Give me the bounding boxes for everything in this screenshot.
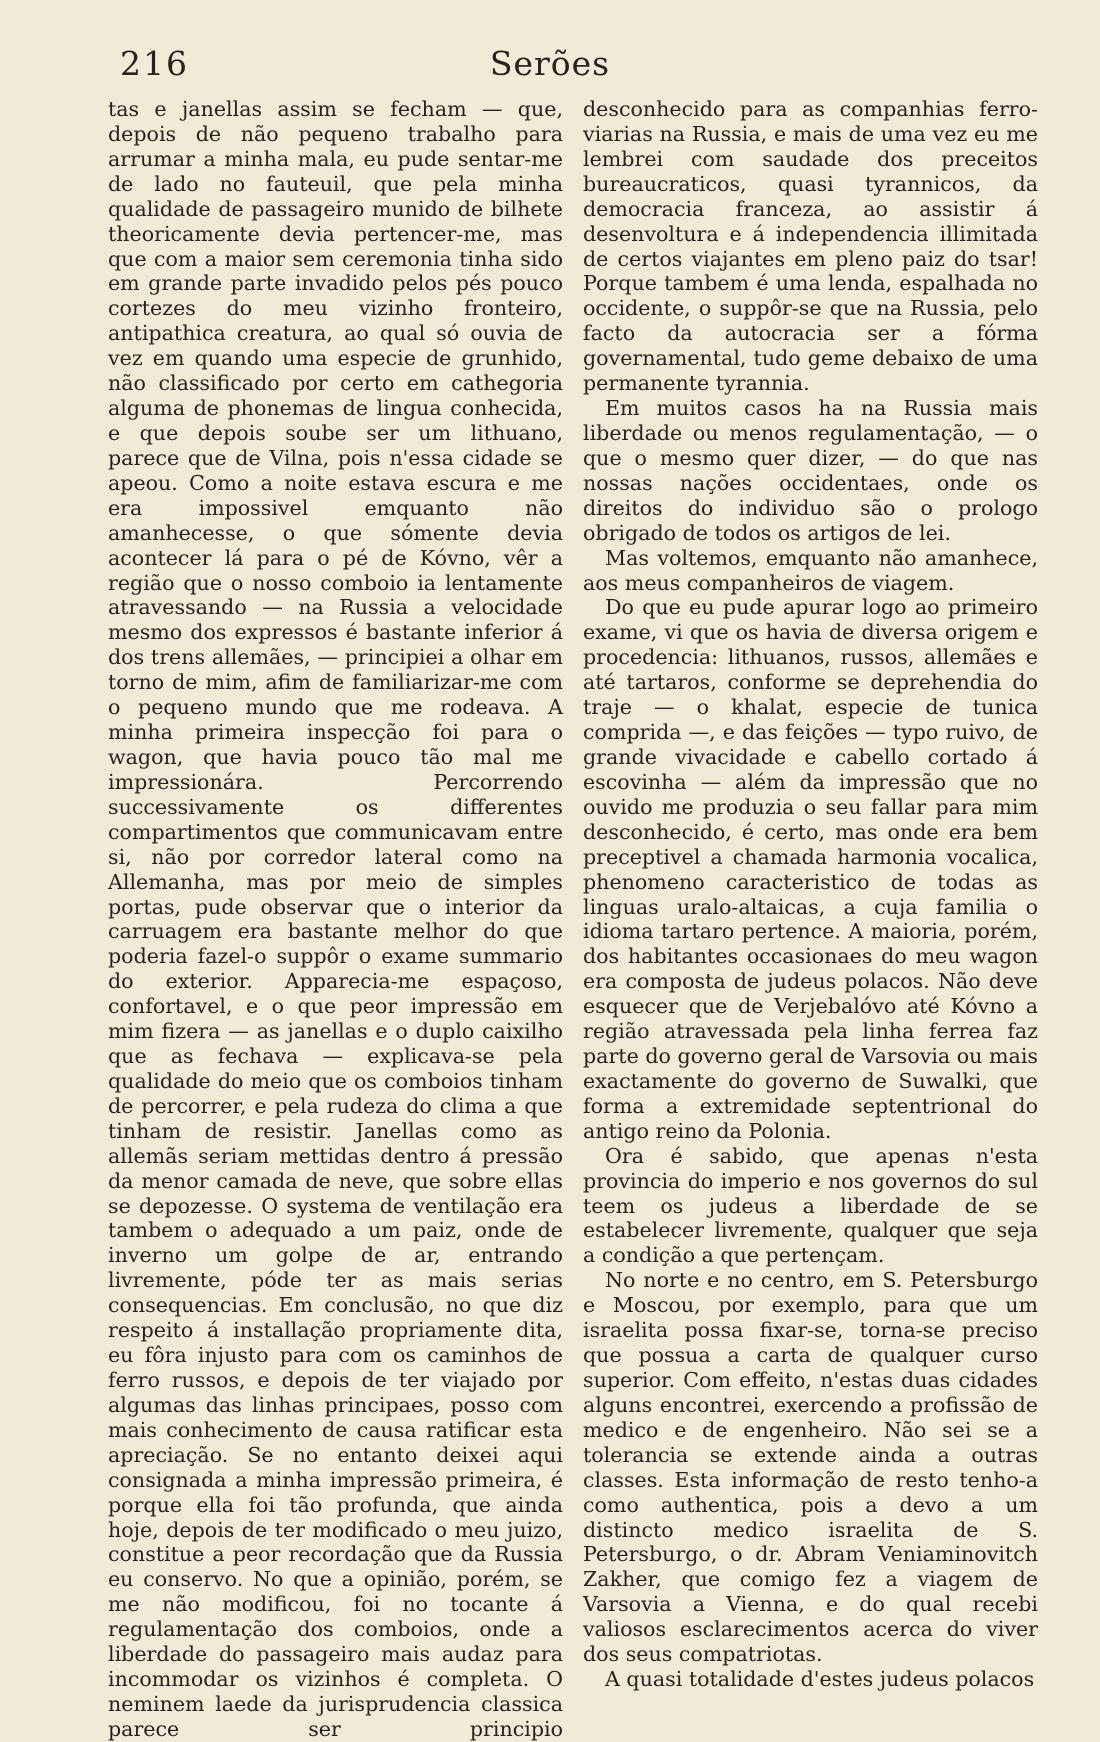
paragraph: No norte e no centro, em S. Petersburgo e Moscou, por exemplo, para que um israelita possa fixar-se, torna-se preciso que possua a carta de qualquer curso superior. Com effeito, n'estas duas cidades alguns encontrei, exercendo a profissão de medico e de engenheiro. Não sei se a tolerancia se extende ainda a outras classes. Esta informação de resto tenho-a como authentica, pois a devo a um distincto medico israelita de S. Petersburgo, o dr. Abram Veniaminovitch Zakher, que comigo fez a viagem de Varsovia a Vienna, e do qual recebi valiosos esclarecimentos acerca do viver dos seus compatriotas. [583, 1268, 1038, 1667]
paragraph: Ora é sabido, que apenas n'esta provincia do imperio e nos governos do sul teem os judeus a liberdade de se estabelecer livremente, qualquer que seja a condição a que pertençam. [583, 1143, 1038, 1268]
paragraph: Do que eu pude apurar logo ao primeiro exame, vi que os havia de diversa origem e procedencia: lithuanos, russos, allemães e até tartaros, conforme se deprehendia do traje — o khalat, especie de tunica comprida —, e das feições — typo ruivo, de grande vivacidade e cabello cortado á escovinha — além da impressão que no ouvido me produzia o seu fallar para mim desconhecido, é certo, mas onde era bem preceptivel a chamada harmonia vocalica, phenomeno caracteristico de todas as linguas uralo-altaicas, a cuja familia o idioma tartaro pertence. A maioria, porém, dos habitantes occasionaes do meu wagon era composta de judeus polacos. Não deve esquecer que de Verjebalóvo até Kóvno a região atravessada pela linha ferrea faz parte do governo geral de Varsovia ou mais exactamente do governo de Suwalki, que forma a extremidade septentrional do antigo reino da Polonia. [583, 595, 1038, 1143]
running-title: Serões [489, 44, 611, 83]
paragraph: Mas voltemos, emquanto não amanhece, aos meus companheiros de viagem. [583, 545, 1038, 595]
paragraph: desconhecido para as companhias ferro-viarias na Russia, e mais de uma vez eu me lembrei com saudade dos preceitos bureaucraticos, quasi tyrannicos, da democracia franceza, ao assistir á desenvoltura e á independencia illimitada de certos viajantes em pleno paiz do tsar! Porque tambem é uma lenda, espalhada no occidente, o suppôr-se que na Russia, pelo facto da autocracia ser a fórma governamental, tudo geme debaixo de uma permanente tyrannia. [583, 97, 1038, 396]
page-number: 216 [120, 44, 189, 83]
paragraph: tas e janellas assim se fecham — que, depois de não pequeno trabalho para arrumar a minha mala, eu pude sentar-me de lado no fauteuil, que pela minha qualidade de passageiro munido de bilhete theoricamente devia pertencer-me, mas que com a maior sem ceremonia tinha sido em grande parte invadido pelos pés pouco cortezes do meu vizinho fronteiro, antipathica creatura, ao qual só ouvia de vez em quando uma especie de grunhido, não classificado por certo em cathegoria alguma de phonemas de lingua conhecida, e que depois soube ser um lithuano, parece que de Vilna, pois n'essa cidade se apeou. Como a noite estava escura e me era impossivel emquanto não amanhecesse, o que sómente devia acontecer lá para o pé de Kóvno, vêr a região que o nosso comboio ia lentamente atravessando — na Russia a velocidade mesmo dos expressos é bastante inferior á dos trens allemães, — principiei a olhar em torno de mim, afim de familiarizar-me com o pequeno mundo que me rodeava. A minha primeira inspecção foi para o wagon, que havia pouco tão mal me impressionára. Percorrendo successivamente os differentes compartimentos que communicavam entre si, não por corredor lateral como na Allemanha, mas por meio de simples portas, pude observar que o interior da carruagem era bastante melhor do que poderia fazel-o suppôr o exame summario do exterior. Apparecia-me espaçoso, confortavel, e o que peor impressão em mim fizera — as janellas e o duplo caixilho que as fechava — explicava-se pela qualidade do meio que os comboios tinham de percorrer, e pela rudeza do clima a que tinham de resistir. Janellas como as allemãs seriam mettidas dentro á pressão da menor camada de neve, que sobre ellas se depozesse. O systema de ventilação era tambem o adequado a um paiz, onde de inverno um golpe de ar, entrando livremente, póde ter as mais serias consequencias. Em conclusão, no que diz respeito á installação propriamente dita, eu fôra injusto para com os caminhos de ferro russos, e depois de ter viajado por algumas das linhas principaes, posso com mais conhecimento de causa ratificar esta apreciação. Se no entanto deixei aqui consignada a minha impressão primeira, é porque ella foi tão profunda, que ainda hoje, depois de ter modificado o meu juizo, constitue a peor recordação que da Russia eu conservo. No que a opinião, porém, se me não modificou, foi no tocante á regulamentação dos comboios, onde a liberdade do passageiro mais audaz para incommodar os vizinhos é completa. O neminem laede da jurisprudencia classica parece ser principio [108, 97, 563, 1741]
paragraph: Em muitos casos ha na Russia mais liberdade ou menos regulamentação, — o que o mesmo quer dizer, — do que nas nossas nações occidentaes, onde os direitos do individuo são o prologo obrigado de todos os artigos de lei. [583, 396, 1038, 545]
right-column [583, 97, 1038, 1692]
left-column [108, 97, 563, 1742]
paragraph: A quasi totalidade d'estes judeus polacos [605, 1667, 1035, 1692]
